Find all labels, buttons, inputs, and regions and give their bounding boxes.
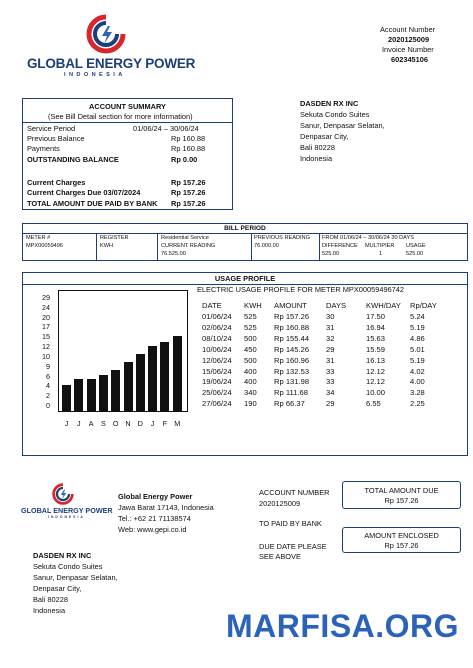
current-due-label: Current Charges Due 03/07/2024	[27, 188, 141, 197]
usage-table-cell: 12.12	[366, 377, 386, 387]
account-summary-box	[22, 98, 233, 210]
watermark: MARFISA.ORG	[226, 608, 460, 644]
previous-reading-label: PREVIOUS READING	[254, 235, 310, 241]
x-tick-label: O	[112, 419, 119, 428]
x-tick-label: F	[162, 419, 168, 428]
x-tick-label: N	[125, 419, 131, 428]
usage-table-cell: 29	[326, 344, 335, 354]
usage-bar	[111, 370, 120, 411]
usage-table-cell: 08/10/24	[202, 333, 232, 343]
total-amount-due-box	[342, 481, 461, 509]
logo-emblem-icon	[86, 14, 126, 54]
bill-period-table	[22, 223, 468, 261]
y-tick-label: 17	[42, 322, 50, 332]
usage-table-cell: 4.86	[410, 333, 425, 343]
amount-enclosed-label: AMOUNT ENCLOSED	[364, 531, 439, 540]
remit-logo-name: GLOBAL ENERGY POWER	[21, 506, 113, 515]
y-tick-label: 4	[46, 381, 50, 391]
register-value: KWH	[100, 243, 114, 249]
usage-table-cell: 33	[326, 377, 335, 387]
remit-account-label: ACCOUNT NUMBER	[259, 488, 330, 497]
remit-logo	[52, 483, 74, 505]
usage-bar	[62, 385, 71, 411]
remit-logo-subtitle: INDONESIA	[48, 515, 85, 519]
usage-table-cell: 6.55	[366, 399, 381, 409]
invoice-number: 602345106	[391, 55, 428, 64]
remit-customer-line5: Indonesia	[33, 606, 66, 615]
remit-logo-emblem-icon	[52, 483, 74, 505]
usage-profile-title: USAGE PROFILE	[214, 274, 276, 283]
remit-customer-line2: Sanur, Denpasar Selatan,	[33, 573, 118, 582]
remit-due-label-1: DUE DATE PLEASE	[259, 542, 327, 551]
current-charges-label: Current Charges	[27, 178, 86, 187]
y-tick-label: 2	[46, 391, 50, 401]
usage-table-cell: 25/06/24	[202, 388, 232, 398]
x-tick-label: J	[64, 419, 69, 428]
y-tick-label: 24	[42, 302, 50, 312]
usage-table-cell: 5.19	[410, 322, 425, 332]
total-due: Rp 157.26	[171, 199, 206, 208]
meter-value: MPX00059496	[26, 243, 64, 249]
usage-table-cell: 500	[244, 333, 257, 343]
usage-table-cell: 5.01	[410, 344, 425, 354]
service-period-label: Service Period	[27, 124, 76, 133]
x-tick-label: S	[100, 419, 106, 428]
outstanding-label: OUTSTANDING BALANCE	[27, 155, 119, 164]
usage-table-cell: Rp 155.44	[274, 333, 310, 343]
usage-label: USAGE	[406, 243, 426, 249]
usage-table-cell: 34	[326, 388, 335, 398]
usage-table-cell: 190	[244, 399, 257, 409]
service-period: 01/06/24 – 30/06/24	[133, 124, 199, 133]
usage-table-cell: Rp 157.26	[274, 312, 310, 321]
total-amount-due-value: Rp 157.26	[384, 496, 419, 505]
current-charges: Rp 157.26	[171, 178, 206, 187]
y-tick-label: 12	[42, 342, 50, 352]
x-tick-label: J	[77, 419, 81, 428]
usage-bar	[136, 354, 145, 411]
usage-table-header: KWH	[244, 301, 262, 310]
usage-table-cell: 525	[244, 322, 257, 332]
y-tick-label: 6	[46, 371, 50, 381]
remit-customer-line1: Sekuta Condo Suites	[33, 562, 103, 571]
previous-balance-label: Previous Balance	[27, 134, 85, 143]
usage-table-header: Rp/DAY	[410, 301, 437, 310]
usage-table-cell: Rp 131.98	[274, 377, 310, 387]
usage-bar	[148, 346, 157, 411]
x-tick-label: M	[174, 419, 181, 428]
service-type: Residential Service	[161, 235, 209, 241]
usage-value: 525.00	[406, 251, 424, 257]
usage-table-cell: 400	[244, 377, 257, 387]
current-reading-label: CURRENT READING	[161, 243, 216, 249]
bill-period-title: BILL PERIOD	[224, 225, 266, 232]
account-number-label: Account Number	[380, 25, 436, 34]
usage-table-cell: 31	[326, 355, 335, 365]
meter-label: METER #	[26, 235, 51, 241]
customer-address-line3: Denpasar City,	[300, 132, 349, 141]
usage-table-header: AMOUNT	[274, 301, 307, 310]
usage-table-cell: 01/06/24	[202, 312, 232, 321]
account-summary-note: (See Bill Detail section for more information)	[48, 112, 193, 121]
remit-customer-name: DASDEN RX INC	[33, 551, 92, 560]
usage-table-header: KWH/DAY	[366, 301, 401, 310]
usage-table-cell: 29	[326, 399, 335, 409]
usage-table-cell: 400	[244, 366, 257, 376]
register-label: REGISTER	[100, 235, 129, 241]
difference-label: DIFFERENCE	[322, 243, 358, 249]
usage-table-cell: 3.28	[410, 388, 425, 398]
remit-address: Jawa Barat 17143, Indonesia	[118, 503, 214, 512]
remit-tel: Tel.: +62 21 71138574	[118, 514, 191, 523]
remit-company-name: Global Energy Power	[118, 492, 193, 501]
amount-enclosed-value: Rp 157.26	[384, 541, 419, 550]
usage-table-cell: 4.02	[410, 366, 425, 376]
usage-table-cell: 5.24	[410, 312, 425, 321]
company-logo	[86, 14, 126, 54]
difference-value: 525.00	[322, 251, 340, 257]
account-number: 2020125009	[388, 35, 430, 44]
customer-address-line2: Sanur, Denpasar Selatan,	[300, 121, 385, 130]
usage-table-cell: 17.50	[366, 312, 386, 321]
multiplier-value: 1	[379, 251, 383, 257]
multiplier-label: MULTIPIER	[365, 243, 395, 249]
usage-table-cell: 32	[326, 333, 335, 343]
payments-label: Payments	[27, 144, 60, 153]
usage-table-cell: 2.25	[410, 399, 425, 409]
company-name: GLOBAL ENERGY POWER	[27, 56, 196, 71]
usage-table-cell: 340	[244, 388, 257, 398]
total-amount-due-label: TOTAL AMOUNT DUE	[364, 486, 439, 495]
usage-bar	[99, 375, 108, 411]
x-tick-label: D	[137, 419, 143, 428]
remit-due-label-2: SEE ABOVE	[259, 552, 301, 561]
usage-bar	[160, 342, 169, 411]
period-range: FROM 01/06/24 – 30/06/24 30 DAYS	[322, 235, 414, 241]
usage-table-cell: 15/06/24	[202, 366, 232, 376]
previous-reading: 76.000.00	[254, 243, 279, 249]
usage-table-cell: 30	[326, 312, 335, 321]
usage-table-cell: Rp 145.26	[274, 344, 310, 354]
customer-address-line4: Bali 80228	[300, 143, 335, 152]
y-tick-label: 0	[46, 401, 50, 410]
usage-table-cell: 10/06/24	[202, 344, 232, 354]
usage-table-cell: 31	[326, 322, 335, 332]
usage-table-cell: Rp 160.96	[274, 355, 310, 365]
invoice-number-label: Invoice Number	[382, 45, 434, 54]
customer-name: DASDEN RX INC	[300, 99, 359, 108]
y-tick-label: 20	[42, 312, 50, 322]
remit-to-paid-label: TO PAID BY BANK	[259, 519, 322, 528]
customer-address-line5: Indonesia	[300, 154, 333, 163]
usage-table-cell: 15.59	[366, 344, 386, 354]
current-reading: 76.525.00	[161, 251, 186, 257]
outstanding: Rp 0.00	[171, 155, 198, 164]
total-due-label: TOTAL AMOUNT DUE PAID BY BANK	[27, 199, 158, 208]
usage-table-cell: 525	[244, 312, 257, 321]
usage-profile-subtitle: ELECTRIC USAGE PROFILE FOR METER MPX00059496742	[197, 285, 405, 294]
remit-customer-line4: Bali 80228	[33, 595, 68, 604]
current-due: Rp 157.26	[171, 188, 206, 197]
usage-table-cell: 450	[244, 344, 257, 354]
usage-table-cell: 12.12	[366, 366, 386, 376]
customer-address-line1: Sekuta Condo Suites	[300, 110, 370, 119]
y-tick-label: 9	[46, 361, 50, 371]
usage-table-cell: 500	[244, 355, 257, 365]
remit-customer-line3: Denpasar City,	[33, 584, 82, 593]
usage-table-cell: Rp 160.88	[274, 322, 310, 332]
usage-table-cell: Rp 111.68	[274, 388, 308, 398]
usage-table-header: DATE	[202, 301, 222, 310]
y-tick-label: 10	[42, 351, 50, 361]
previous-balance: Rp 160.88	[171, 134, 206, 143]
usage-bar	[173, 336, 182, 411]
usage-bar	[124, 362, 133, 411]
usage-bar	[87, 379, 96, 411]
x-tick-label: A	[88, 419, 94, 428]
remit-account-number: 2020125009	[259, 499, 301, 508]
usage-table-cell: 16.94	[366, 322, 386, 332]
usage-table-cell: 15.63	[366, 333, 386, 343]
usage-table-cell: 02/06/24	[202, 322, 232, 332]
usage-table-cell: 16.13	[366, 355, 386, 365]
payments: Rp 160.88	[171, 144, 206, 153]
usage-table-cell: 27/06/24	[202, 399, 232, 409]
amount-enclosed-box[interactable]	[342, 527, 461, 553]
usage-table-cell: 10.00	[366, 388, 386, 398]
company-subtitle: INDONESIA	[64, 72, 126, 78]
x-tick-label: J	[150, 419, 155, 428]
usage-table-cell: 4.00	[410, 377, 425, 387]
usage-table-cell: 19/06/24	[202, 377, 232, 387]
remit-web: Web: www.gepi.co.id	[118, 525, 187, 534]
usage-table-cell: 5.19	[410, 355, 425, 365]
usage-table-cell: Rp 132.53	[274, 366, 310, 376]
account-summary-title: ACCOUNT SUMMARY	[89, 102, 166, 111]
y-tick-label: 15	[42, 332, 50, 342]
y-tick-label: 29	[42, 293, 50, 302]
usage-table-cell: 33	[326, 366, 335, 376]
usage-bar	[74, 379, 83, 411]
usage-table-header: DAYS	[326, 301, 347, 310]
usage-table-cell: Rp 66.37	[274, 399, 305, 409]
usage-table-cell: 12/06/24	[202, 355, 232, 365]
